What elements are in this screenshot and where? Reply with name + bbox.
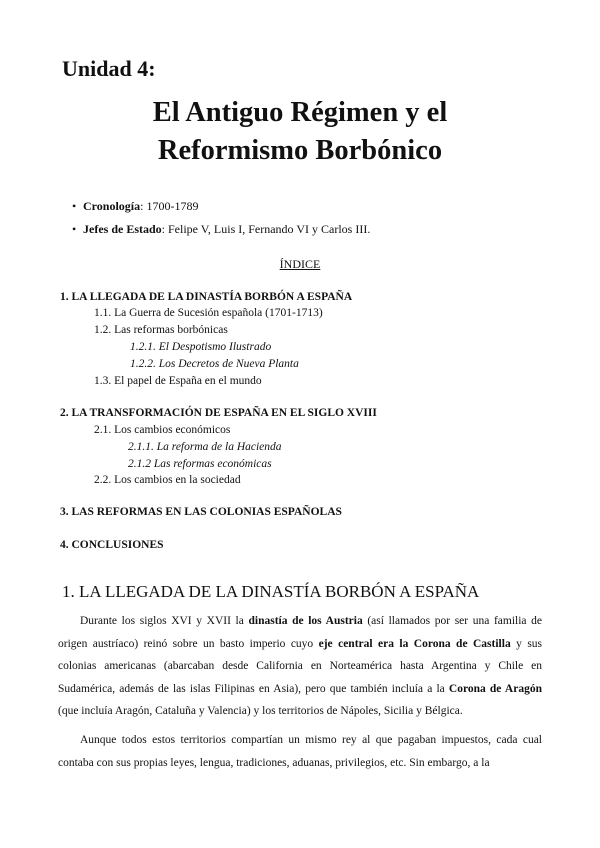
toc-section-2: 2. LA TRANSFORMACIÓN DE ESPAÑA EN EL SIGLO XVIII	[60, 407, 377, 419]
chronology-item	[72, 199, 370, 222]
p1-text-c: (así llamados por ser una familia de origen austríaco) reinó sobre un basto imperio cuyo	[58, 615, 543, 650]
toc-item-1-2-1: 1.2.1. El Despotismo Ilustrado	[130, 341, 272, 353]
title-line-1: El Antiguo Régimen y el	[152, 97, 448, 128]
toc-section-4: 4. CONCLUSIONES	[60, 539, 164, 551]
chronology-label: Cronología	[83, 199, 141, 213]
toc-item-1-1: 1.1. La Guerra de Sucesión española (1701-1713)	[94, 307, 323, 319]
p1-bold-castilla: eje central era la Corona de Castilla	[318, 637, 511, 650]
heads-of-state-value: : Felipe V, Luis I, Fernando VI y Carlos III.	[161, 222, 371, 236]
toc-section-3: 3. LAS REFORMAS EN LAS COLONIAS ESPAÑOLAS	[60, 506, 342, 518]
page-title	[0, 94, 600, 170]
chronology-value: : 1700-1789	[140, 199, 199, 213]
unit-label: Unidad 4:	[62, 56, 156, 81]
p1-text-e: y sus colonias americanas (abarcaban desde California en Norteamérica hasta Argentina y Chile en Sudamérica, además de las islas Filipinas en Asia), pero que también incluía a la	[58, 637, 543, 695]
p1-bold-austria: dinastía de los Austria	[248, 615, 363, 627]
toc-item-1-3: 1.3. El papel de España en el mundo	[94, 375, 262, 387]
heads-of-state-item	[72, 222, 370, 245]
toc-item-2-1: 2.1. Los cambios económicos	[94, 424, 231, 436]
p1-text-g: (que incluía Aragón, Cataluña y Valencia) y los territorios de Nápoles, Sicilia y Bélgica.	[58, 705, 463, 717]
meta-list	[72, 199, 370, 245]
toc-item-1-2-2: 1.2.2. Los Decretos de Nueva Planta	[130, 358, 299, 370]
toc-item-2-1-1: 2.1.1. La reforma de la Hacienda	[128, 441, 282, 453]
paragraph-2	[58, 729, 542, 774]
toc-section-1: 1. LA LLEGADA DE LA DINASTÍA BORBÓN A ESPAÑA	[60, 291, 353, 303]
p2-text: Aunque todos estos territorios compartían un mismo rey al que pagaban impuestos, cada cual contaba con sus propias leyes, lengua, tradiciones, aduanas, privilegios, etc. Sin embargo, a la	[58, 734, 542, 769]
toc-item-2-1-2: 2.1.2 Las reformas económicas	[128, 458, 272, 470]
p1-text-a: Durante los siglos XVI y XVII la	[80, 615, 249, 627]
heads-of-state-label: Jefes de Estado	[83, 222, 162, 236]
toc-item-1-2: 1.2. Las reformas borbónicas	[94, 324, 228, 336]
section-1-heading: 1. LA LLEGADA DE LA DINASTÍA BORBÓN A ESPAÑA	[62, 582, 480, 601]
title-line-2: Reformismo Borbónico	[157, 135, 443, 166]
paragraph-1	[58, 610, 542, 723]
toc-item-2-2: 2.2. Los cambios en la sociedad	[94, 474, 241, 486]
p1-bold-aragon: Corona de Aragón	[448, 682, 542, 695]
bullet-icon: •	[72, 199, 77, 213]
index-title: ÍNDICE	[279, 257, 321, 271]
bullet-icon: •	[72, 222, 77, 236]
